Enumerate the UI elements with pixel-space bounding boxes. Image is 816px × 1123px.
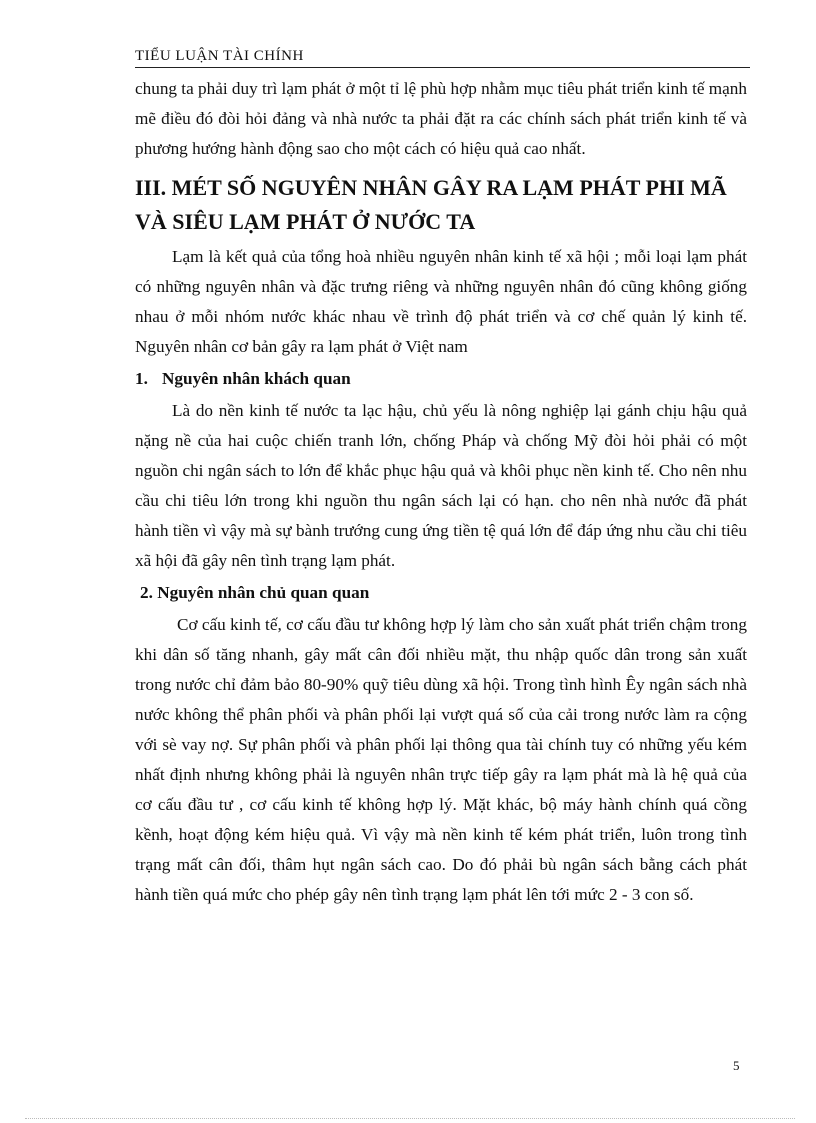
intro-paragraph: chung ta phải duy trì lạm phát ở một tỉ lệ phù hợp nhằm mục tiêu phát triển kinh tế mạnh mẽ điều đó đòi hỏi đảng và nhà nước ta phải đặt ra các chính sách phát triển kinh tế và phương hướng hành động sao cho một cách có hiệu quả cao nhất. (135, 79, 747, 158)
running-header (135, 48, 750, 68)
page-bottom-divider (25, 1118, 795, 1119)
section-heading: III. MÉT SỐ NGUYÊN NHÂN GÂY RA LẠM PHÁT PHI MÃ VÀ SIÊU LẠM PHÁT Ở NƯỚC TA (135, 175, 727, 234)
subsection-1-heading (135, 364, 747, 394)
section-paragraph: Lạm là kết quả của tổng hoà nhiều nguyên nhân kinh tế xã hội ; mỗi loại lạm phát có những nguyên nhân và đặc trưng riêng và những nguyên nhân đó cũng không giống nhau ở mỗi nhóm nước khác nhau về trình độ phát triển và cơ chế quản lý kinh tế. Nguyên nhân cơ bản gây ra lạm phát ở Việt nam (135, 247, 747, 356)
subsection-1-number: 1. (135, 369, 148, 388)
page-number: 5 (733, 1058, 740, 1073)
subsection-1-title: Nguyên nhân khách quan (162, 369, 351, 388)
subsection-2-paragraph: Cơ cấu kinh tế, cơ cấu đầu tư không hợp lý làm cho sản xuất phát triển chậm trong khi dân số tăng nhanh, gây mất cân đối nhiều mặt, thu nhập quốc dân trong sản xuất trong nước chỉ đảm bảo 80-90% quỹ tiêu dùng xã hội. Trong tình hình Êy ngân sách nhà nước không thể phân phối và phân phối lại vượt quá số của cải trong nước làm ra cộng với sè vay nợ. Sự phân phối và phân phối lại thông qua tài chính tuy có những yếu kém nhất định nhưng không phải là nguyên nhân trực tiếp gây ra lạm phát mà là hệ quả của cơ cấu đầu tư , cơ cấu kinh tế không hợp lý. Mặt khác, bộ máy hành chính quá cồng kềnh, hoạt động kém hiệu quả. Vì vậy mà nền kinh tế kém phát triển, luôn trong tình trạng mất cân đối, thâm hụt ngân sách cao. Do đó phải bù ngân sách bằng cách phát hành tiền quá mức cho phép gây nên tình trạng lạm phát lên tới mức 2 - 3 con số. (135, 615, 747, 904)
subsection-1-paragraph: Là do nền kinh tế nước ta lạc hậu, chủ yếu là nông nghiệp lại gánh chịu hậu quả nặng nề của hai cuộc chiến tranh lớn, chống Pháp và chống Mỹ đòi hỏi phải có một nguồn chi ngân sách to lớn để khắc phục hậu quả và khôi phục nền kinh tế. Cho nên nhu cầu chi tiêu lớn trong khi nguồn thu ngân sách lại có hạn. cho nên nhà nước đã phát hành tiền vì vậy mà sự bành trướng cung ứng tiền tệ quá lớn để đáp ứng nhu cầu chi tiêu xã hội đã gây nên tình trạng lạm phát. (135, 401, 747, 570)
subsection-2-heading: 2. Nguyên nhân chủ quan quan (140, 583, 370, 602)
page-content (135, 74, 747, 910)
header-title: TIỂU LUẬN TÀI CHÍNH (135, 48, 304, 64)
